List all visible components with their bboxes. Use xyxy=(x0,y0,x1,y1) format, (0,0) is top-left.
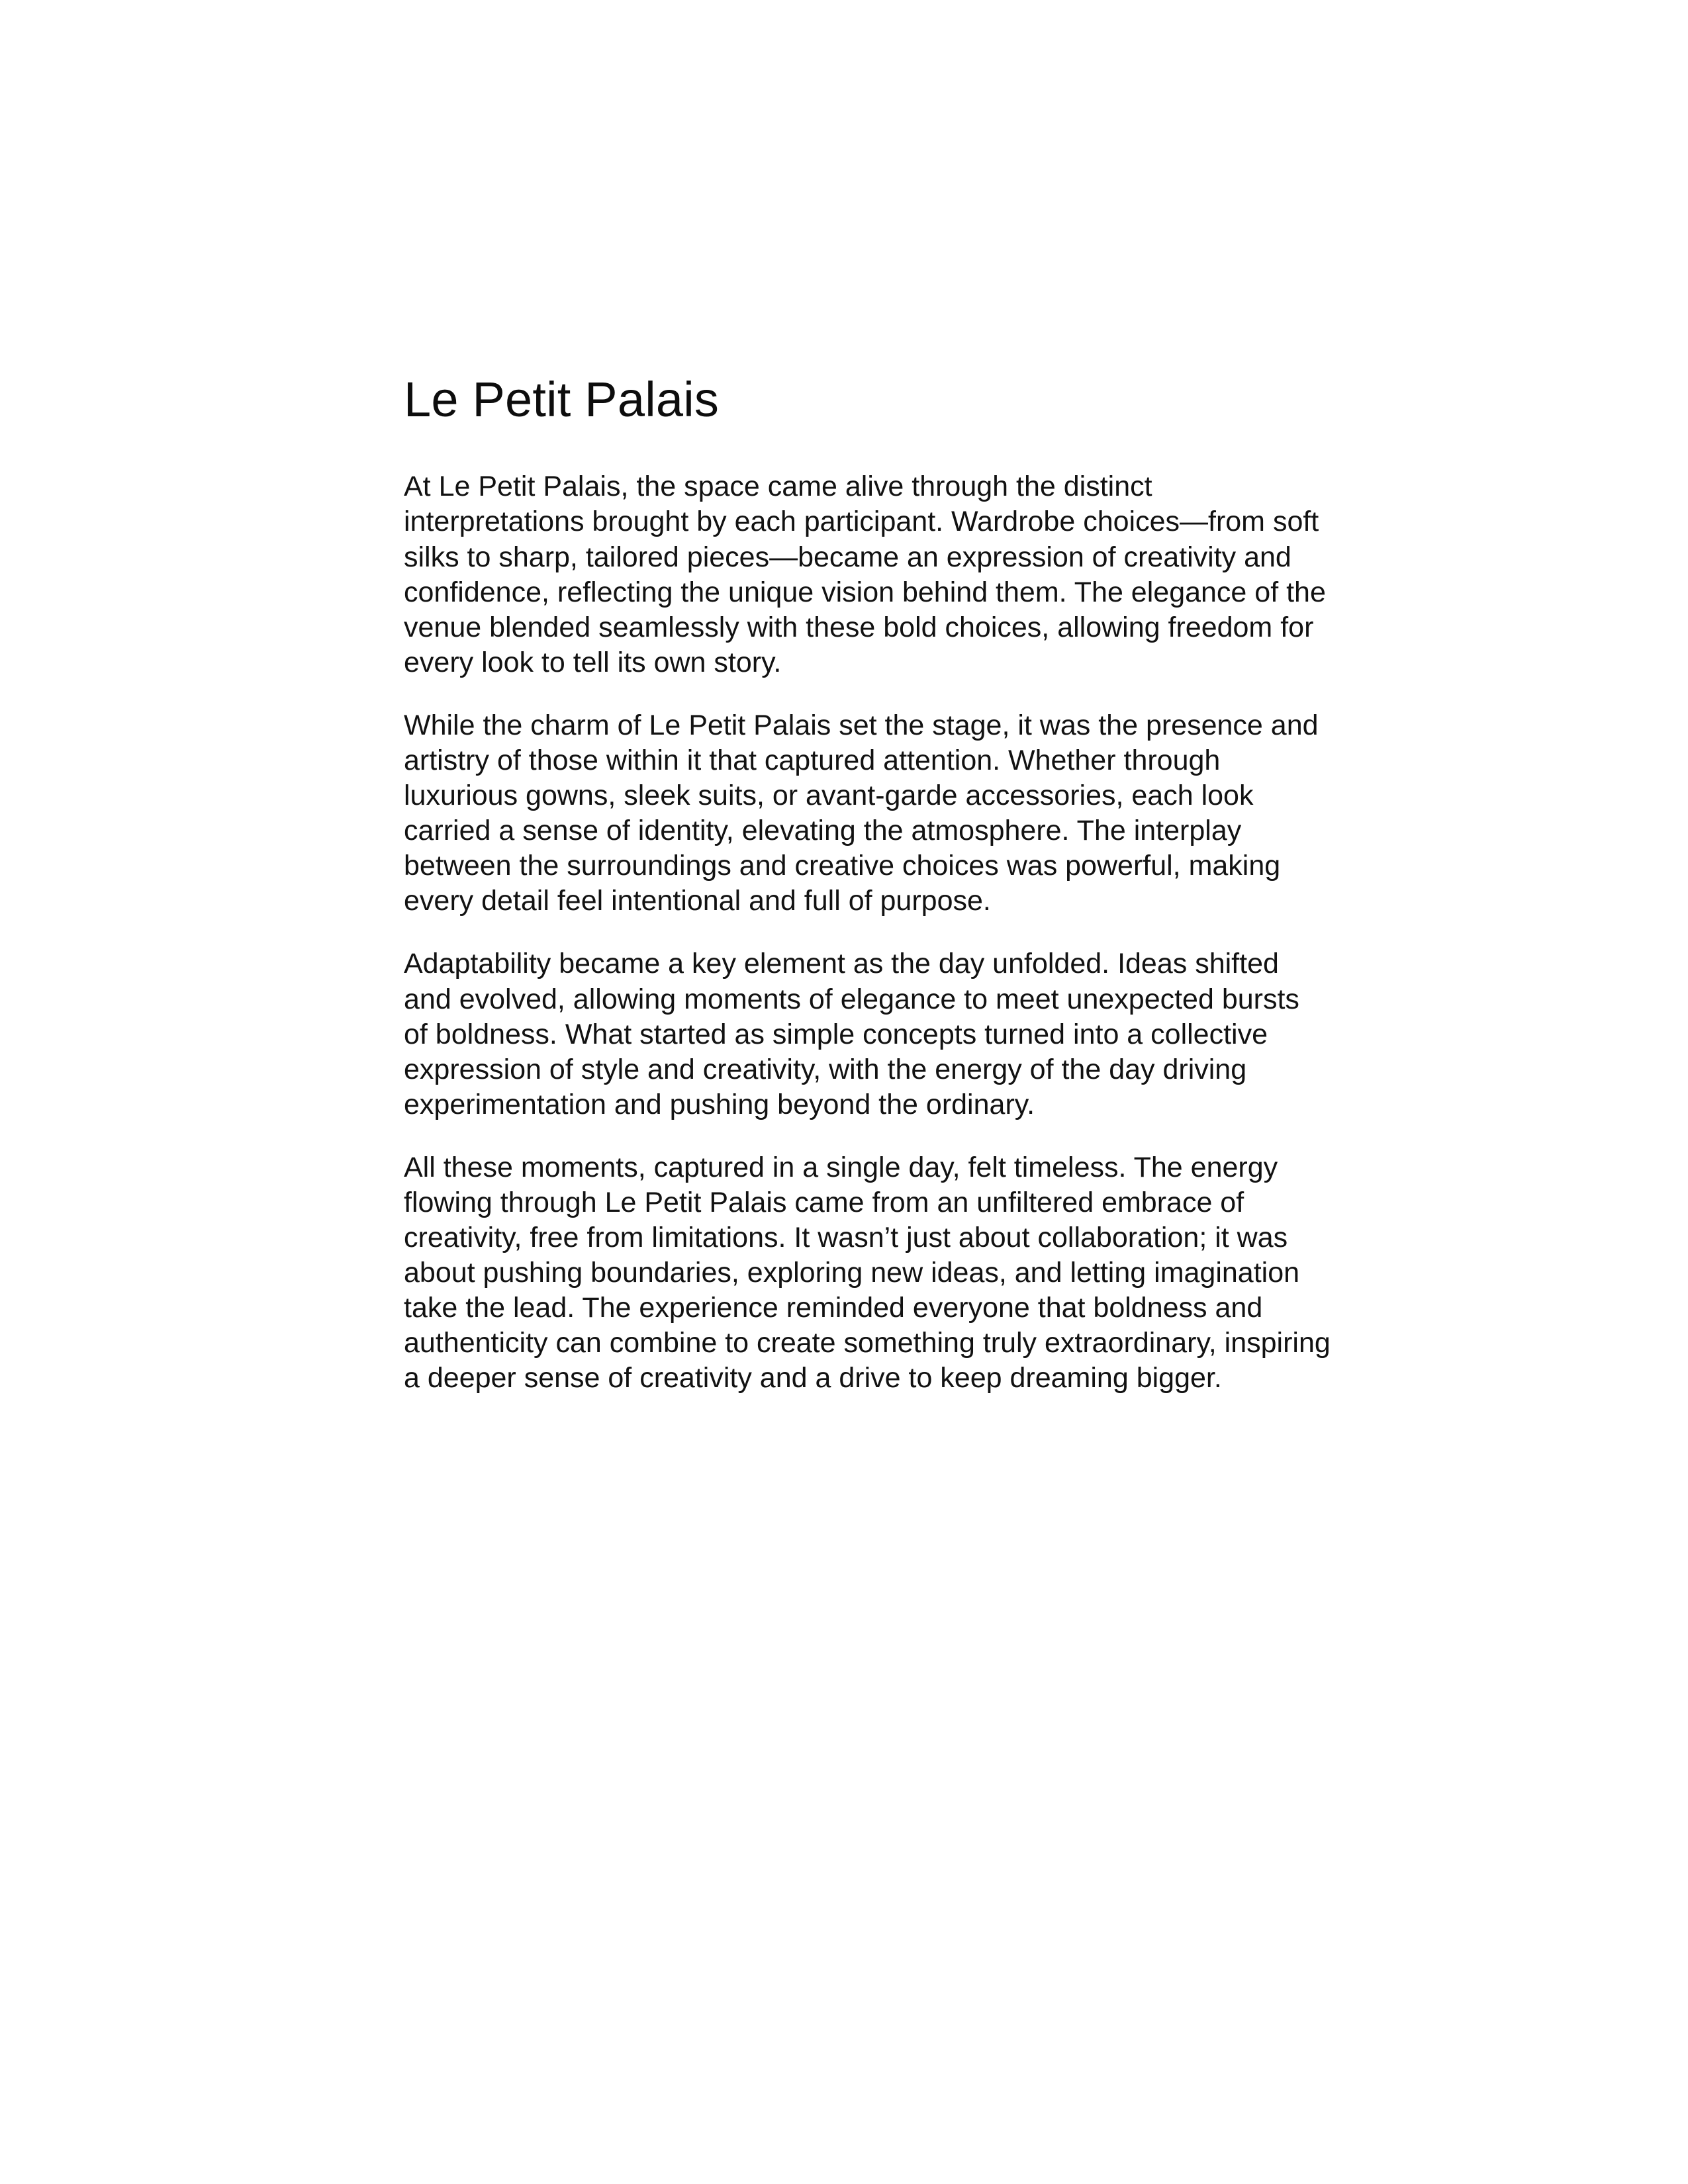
body-paragraph-1: At Le Petit Palais, the space came alive through the distinct interpretations brought by each participant. Wardrobe choices—from soft silks to sharp, tailored pieces—became an expression of creativity and confidence, reflecting the unique vision behind them. The elegance of the venue blended seamlessly with these bold choices, allowing freedom for every look to tell its own story. xyxy=(404,471,1334,678)
document-body xyxy=(404,469,1338,1396)
page-title: Le Petit Palais xyxy=(404,372,720,427)
body-paragraph-2: While the charm of Le Petit Palais set the stage, it was the presence and artistry of those within it that captured attention. Whether through luxurious gowns, sleek suits, or avant-garde accessories, each look carried a sense of identity, elevating the atmosphere. The interplay between the surroundings and creative choices was powerful, making every detail feel intentional and full of purpose. xyxy=(404,709,1327,917)
body-paragraph-3: Adaptability became a key element as the day unfolded. Ideas shifted and evolved, allowing moments of elegance to meet unexpected bursts of boldness. What started as simple concepts turned into a collective expression of style and creativity, with the energy of the day driving experimentation and pushing beyond the ordinary. xyxy=(404,948,1307,1120)
document-content xyxy=(404,371,1338,1396)
body-paragraph-4: All these moments, captured in a single day, felt timeless. The energy flowing through Le Petit Palais came from an unfiltered embrace of creativity, free from limitations. It wasn’t just about collaboration; it was about pushing boundaries, exploring new ideas, and letting imagination take the lead. The experience reminded everyone that boldness and authenticity can combine to create something truly extraordinary, inspiring a deeper sense of creativity and a drive to keep dreaming bigger. xyxy=(404,1151,1338,1394)
